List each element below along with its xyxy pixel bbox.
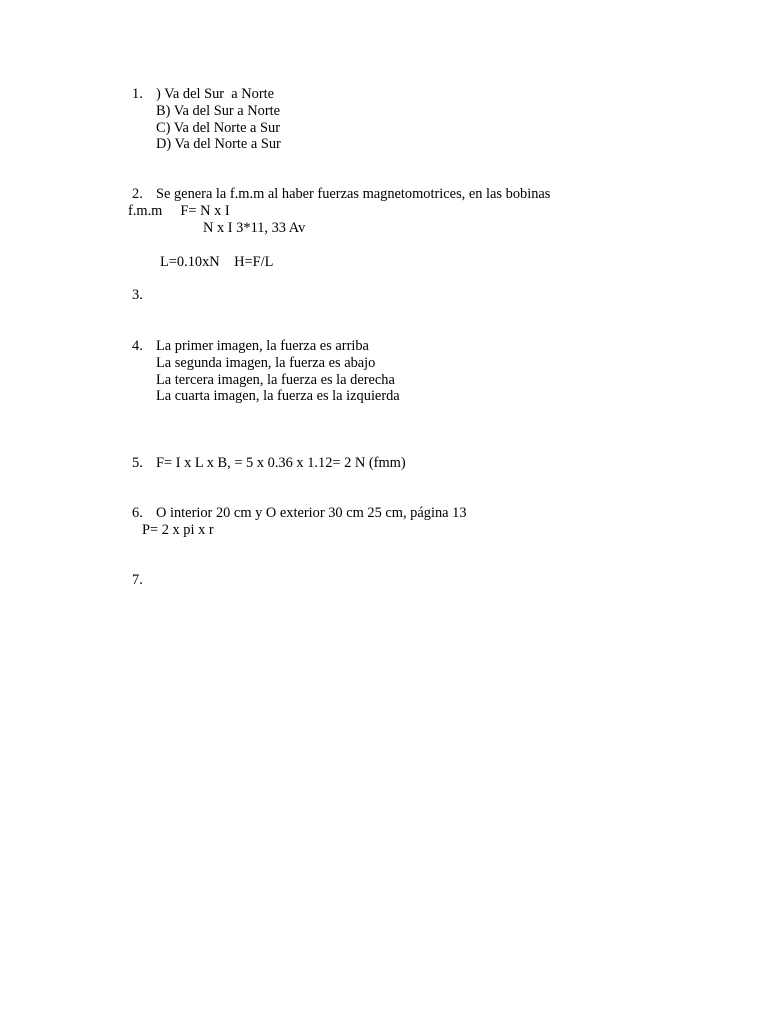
q4-line-3: La tercera imagen, la fuerza es la derecha xyxy=(156,372,395,388)
q4-number: 4. xyxy=(132,338,143,354)
q4-line-1: La primer imagen, la fuerza es arriba xyxy=(156,338,369,354)
q6-formula-line: P= 2 x pi x r xyxy=(142,522,214,538)
q5-number: 5. xyxy=(132,455,143,471)
q3-number: 3. xyxy=(132,287,143,303)
q6-number: 6. xyxy=(132,505,143,521)
q6-text: O interior 20 cm y O exterior 30 cm 25 cm, página 13 xyxy=(156,505,467,521)
q7-number: 7. xyxy=(132,572,143,588)
q2-number: 2. xyxy=(132,186,143,202)
q1-option-a: ) Va del Sur a Norte xyxy=(156,86,275,102)
q2-formula-line: f.m.m F= N x I xyxy=(128,203,230,219)
q2-calc-line: N x I 3*11, 33 Av xyxy=(203,220,306,236)
q1-option-d: D) Va del Norte a Sur xyxy=(156,136,281,152)
q1-number: 1. xyxy=(132,86,143,102)
q1-option-c: C) Va del Norte a Sur xyxy=(156,120,281,136)
q4-line-2: La segunda imagen, la fuerza es abajo xyxy=(156,355,376,371)
q4-line-4: La cuarta imagen, la fuerza es la izquierda xyxy=(156,388,400,404)
q2-text: Se genera la f.m.m al haber fuerzas magnetomotrices, en las bobinas xyxy=(156,186,551,202)
q2-relation-line: L=0.10xN H=F/L xyxy=(160,254,274,270)
q5-text: F= I x L x B, = 5 x 0.36 x 1.12= 2 N (fmm) xyxy=(156,455,406,471)
q1-option-b: B) Va del Sur a Norte xyxy=(156,103,281,119)
